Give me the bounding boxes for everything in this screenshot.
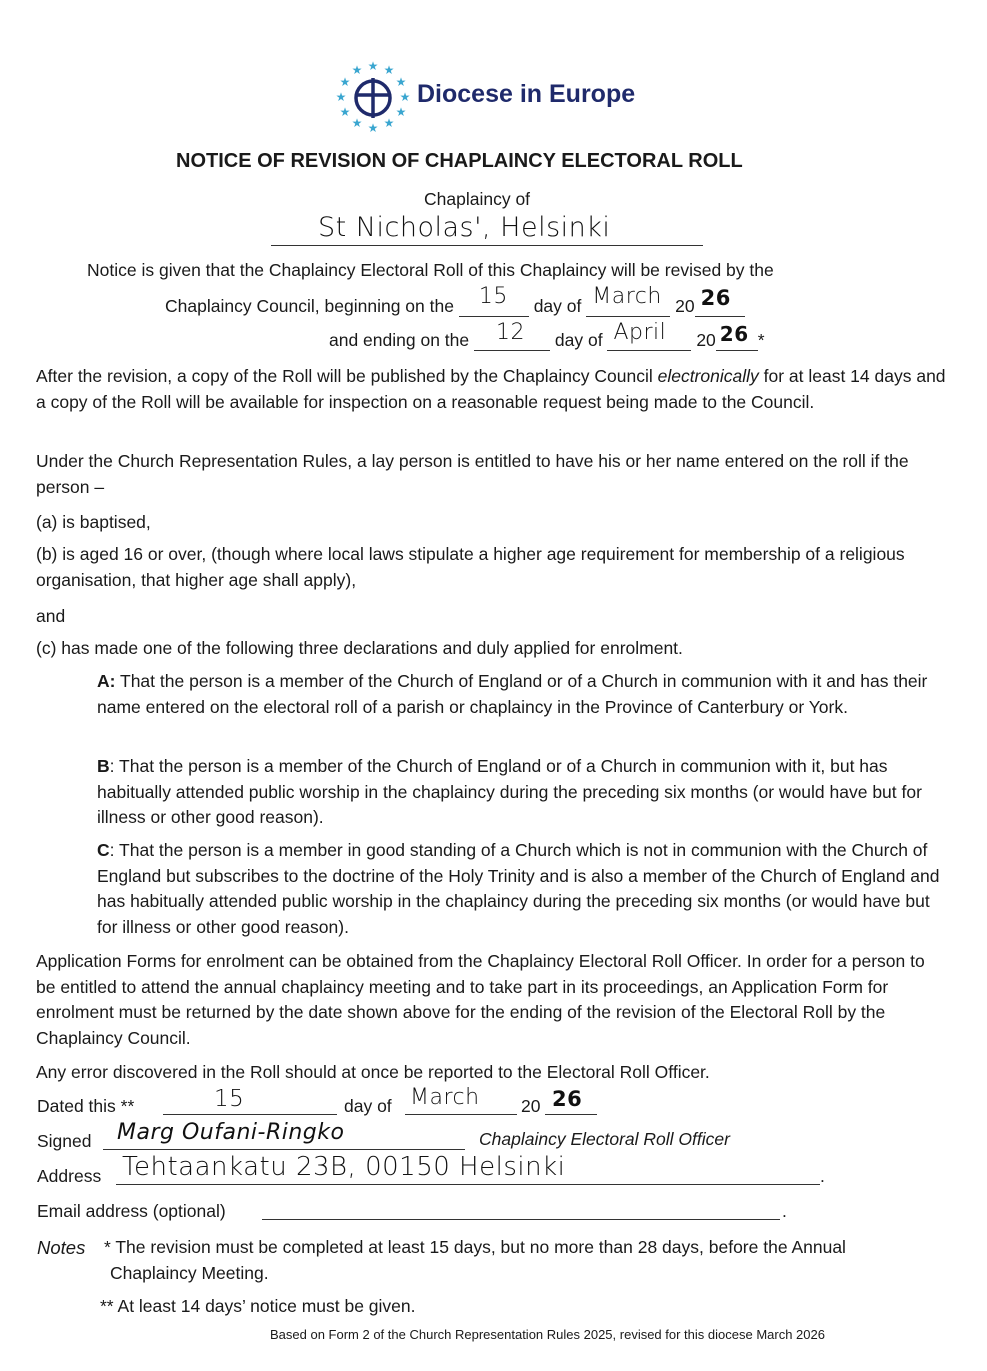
address-field[interactable]: Tehtaankatu 23B, 00150 Helsinki [122, 1152, 566, 1182]
diocese-logo [333, 58, 413, 134]
decl-b-text: : That the person is a member of the Church of England or of a Church in communion with it, but has habitually attended public worship in the chaplaincy during the preceding six months (or would have but for illness or other good reason). [97, 756, 922, 827]
form-footer: Based on Form 2 of the Church Representation Rules 2025, revised for this diocese March 2026 [270, 1327, 825, 1342]
day-of-label: day of [554, 330, 603, 350]
declaration-c [97, 838, 947, 940]
dated-month-field[interactable]: March [410, 1085, 480, 1110]
email-label: Email address (optional) [37, 1201, 226, 1221]
day-of-label: day of [533, 296, 582, 316]
svg-text:★: ★ [351, 116, 363, 130]
end-month-field[interactable]: April [607, 332, 691, 351]
paragraph-application: Application Forms for enrolment can be obtained from the Chaplaincy Electoral Roll Officer. In order for a person to be entitled to attend the annual chaplaincy meeting and to take part in its proceedings, an Application Form for enrolment must be returned by the date shown above for the ending of the revision of the Electoral Roll by the Chaplaincy Council. [36, 951, 925, 1048]
notes-label: Notes [37, 1237, 86, 1258]
end-day-field[interactable]: 12 [474, 332, 550, 351]
svg-text:★: ★ [351, 63, 363, 77]
email-period: . [782, 1201, 787, 1221]
dated-century-label: 20 [521, 1096, 541, 1116]
condition-c: (c) has made one of the following three declarations and duly applied for enrolment. [36, 638, 683, 658]
officer-role: Chaplaincy Electoral Roll Officer [479, 1129, 730, 1149]
decl-c-label: C [97, 840, 110, 860]
note-1-line-2: Chaplaincy Meeting. [110, 1263, 269, 1283]
begin-day-field[interactable]: 15 [459, 298, 529, 317]
paragraph-entitlement: Under the Church Representation Rules, a lay person is entitled to have his or her name entered on the roll if the person – [36, 451, 909, 497]
cross-in-stars-icon [333, 58, 413, 134]
address-line [116, 1184, 820, 1185]
end-year-field[interactable]: 26 [716, 332, 758, 351]
declaration-b [97, 754, 947, 831]
dated-day-of-label: day of [344, 1096, 392, 1116]
century-label: 20 [675, 296, 695, 316]
asterisk: * [757, 330, 765, 350]
svg-text:★: ★ [395, 105, 407, 119]
chaplaincy-label: Chaplaincy of [424, 189, 531, 209]
revision-line-1: Notice is given that the Chaplaincy Electoral Roll of this Chaplaincy will be revised by the [87, 260, 774, 280]
begin-prefix: Chaplaincy Council, beginning on the [165, 296, 454, 316]
signature-field[interactable]: Marg Oufani-Ringko [117, 1120, 345, 1145]
chaplaincy-name-line [271, 245, 703, 246]
chaplaincy-name-field[interactable]: St Nicholas', Helsinki [318, 212, 611, 243]
dated-month-line [405, 1114, 517, 1115]
p1-text-after: for at least 14 days and a copy of the Roll will be available for inspection on a reasonable request being made to the Council. [36, 366, 946, 412]
svg-text:★: ★ [395, 75, 407, 89]
svg-text:★: ★ [335, 90, 347, 104]
p1-text: After the revision, a copy of the Roll will be published by the Chaplaincy Council [36, 366, 658, 386]
svg-text:★: ★ [367, 59, 379, 73]
decl-a-label: A: [97, 671, 116, 691]
condition-b: (b) is aged 16 or over, (though where local laws stipulate a higher age requirement for membership of a religious organisation, that higher age shall apply), [36, 544, 905, 590]
declaration-a [97, 669, 947, 720]
decl-c-text: : That the person is a member in good standing of a Church which is not in communion with the Church of England but subscribes to the doctrine of the Holy Trinity and is also a member of the Church of England and has habitually attended public worship in the chaplaincy during the preceding six months (or would have but for illness or other good reason). [97, 840, 940, 937]
begin-year-field[interactable]: 26 [695, 298, 745, 317]
note-2: ** At least 14 days’ notice must be given. [100, 1296, 416, 1316]
and-text: and [36, 606, 66, 626]
paragraph-publication [36, 364, 946, 415]
dated-day-line [163, 1114, 337, 1115]
svg-text:★: ★ [383, 63, 395, 77]
dated-day-field[interactable]: 15 [214, 1086, 245, 1112]
decl-b-label: B [97, 756, 110, 776]
address-period: . [820, 1166, 825, 1186]
note-1-line-1: * The revision must be completed at least 15 days, but no more than 28 days, before the Annual [104, 1237, 846, 1257]
dated-year-field[interactable]: 26 [552, 1087, 583, 1111]
svg-text:★: ★ [339, 75, 351, 89]
decl-a-text: That the person is a member of the Church of England or of a Church in communion with it and has their name entered on the electoral roll of a parish or chaplaincy in the Province of Canterbury or York. [97, 671, 928, 717]
signature-line [103, 1149, 465, 1150]
revision-line-2 [165, 284, 745, 317]
svg-text:★: ★ [383, 116, 395, 130]
page-title: NOTICE OF REVISION OF CHAPLAINCY ELECTORAL ROLL [176, 150, 743, 172]
dated-label: Dated this ** [37, 1096, 135, 1116]
svg-text:★: ★ [367, 121, 379, 134]
condition-a: (a) is baptised, [36, 512, 151, 532]
svg-text:★: ★ [399, 90, 411, 104]
logo-text: Diocese in Europe [417, 80, 636, 108]
revision-line-3 [329, 320, 765, 351]
signed-label: Signed [37, 1131, 92, 1151]
end-prefix: and ending on the [329, 330, 470, 350]
p1-italic: electronically [657, 366, 759, 386]
dated-year-line [545, 1114, 597, 1115]
begin-month-field[interactable]: March [586, 298, 670, 317]
paragraph-errors: Any error discovered in the Roll should at once be reported to the Electoral Roll Officer. [36, 1062, 710, 1082]
address-label: Address [37, 1166, 102, 1186]
century-label: 20 [696, 330, 716, 350]
email-line[interactable] [262, 1219, 780, 1220]
svg-text:★: ★ [339, 105, 351, 119]
